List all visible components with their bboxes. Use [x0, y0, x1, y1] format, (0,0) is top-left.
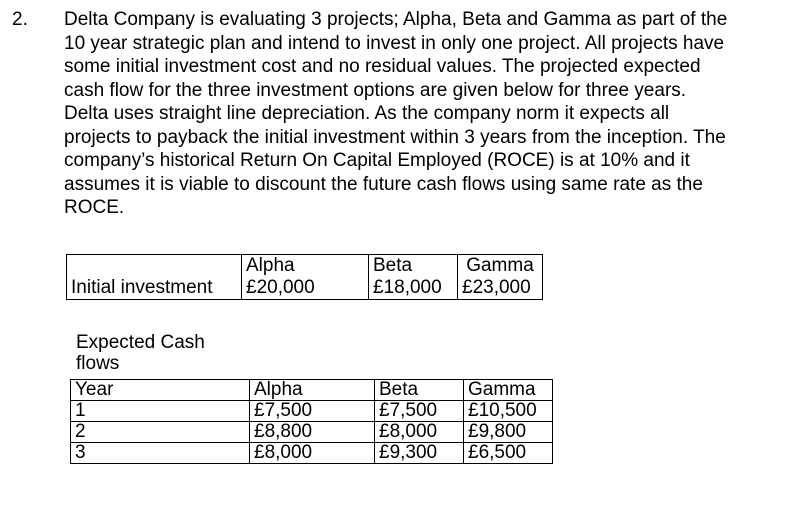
question-line: 10 year strategic plan and intend to invest in only one project. All projects have: [64, 32, 725, 54]
table-cell: Gamma: [458, 255, 543, 278]
table-cell: Beta: [375, 380, 464, 401]
table-cell: £8,000: [250, 443, 375, 464]
table-cell: £9,300: [375, 443, 464, 464]
table-cell: £7,500: [250, 401, 375, 422]
table-cell: £7,500: [375, 401, 464, 422]
question-number: 2.: [12, 9, 28, 30]
table-cell: £20,000: [242, 277, 369, 300]
question-line: cash flow for the three investment options are given below for three years.: [64, 79, 687, 101]
table-cell: Year: [71, 380, 250, 401]
question-line: projects to payback the initial investment within 3 years from the inception. The: [64, 126, 726, 148]
table-row: [71, 401, 553, 422]
table-cell: 3: [71, 443, 250, 464]
table-cell: £6,500: [464, 443, 553, 464]
table-row: [71, 422, 553, 443]
table-cell: £23,000: [458, 277, 543, 300]
table-cell: Initial investment: [67, 277, 242, 300]
question-line: ROCE.: [64, 197, 125, 218]
question-text: [64, 8, 800, 220]
question-line: Delta Company is evaluating 3 projects; Alpha, Beta and Gamma as part of the: [64, 9, 728, 30]
table-cell: 2: [71, 422, 250, 443]
question-line: Delta uses straight line depreciation. As the company norm it expects all: [64, 103, 670, 124]
initial-investment-table: [66, 254, 543, 300]
table-row: [67, 277, 543, 300]
table-cell: £10,500: [464, 401, 553, 422]
table-cell: Alpha: [242, 255, 369, 278]
cashflow-title-line: flows: [76, 353, 120, 374]
question-line: assumes it is viable to discount the future cash flows using same rate as the: [64, 173, 703, 195]
expected-cashflow-table: [70, 379, 553, 464]
cashflow-title-line: Expected Cash: [76, 332, 205, 353]
cashflow-title: [76, 332, 205, 374]
table-cell: Gamma: [464, 380, 553, 401]
table-cell: Alpha: [250, 380, 375, 401]
table-cell: Beta: [369, 255, 458, 278]
table-header-row: [67, 255, 543, 278]
table-cell: [67, 255, 242, 278]
table-cell: £18,000: [369, 277, 458, 300]
table-cell: £8,800: [250, 422, 375, 443]
question-line: company’s historical Return On Capital Employed (ROCE) is at 10% and it: [64, 150, 690, 171]
table-row: [71, 443, 553, 464]
table-cell: £9,800: [464, 422, 553, 443]
table-cell: 1: [71, 401, 250, 422]
question-line: some initial investment cost and no residual values. The projected expected: [64, 56, 701, 77]
table-cell: £8,000: [375, 422, 464, 443]
table-header-row: [71, 380, 553, 401]
